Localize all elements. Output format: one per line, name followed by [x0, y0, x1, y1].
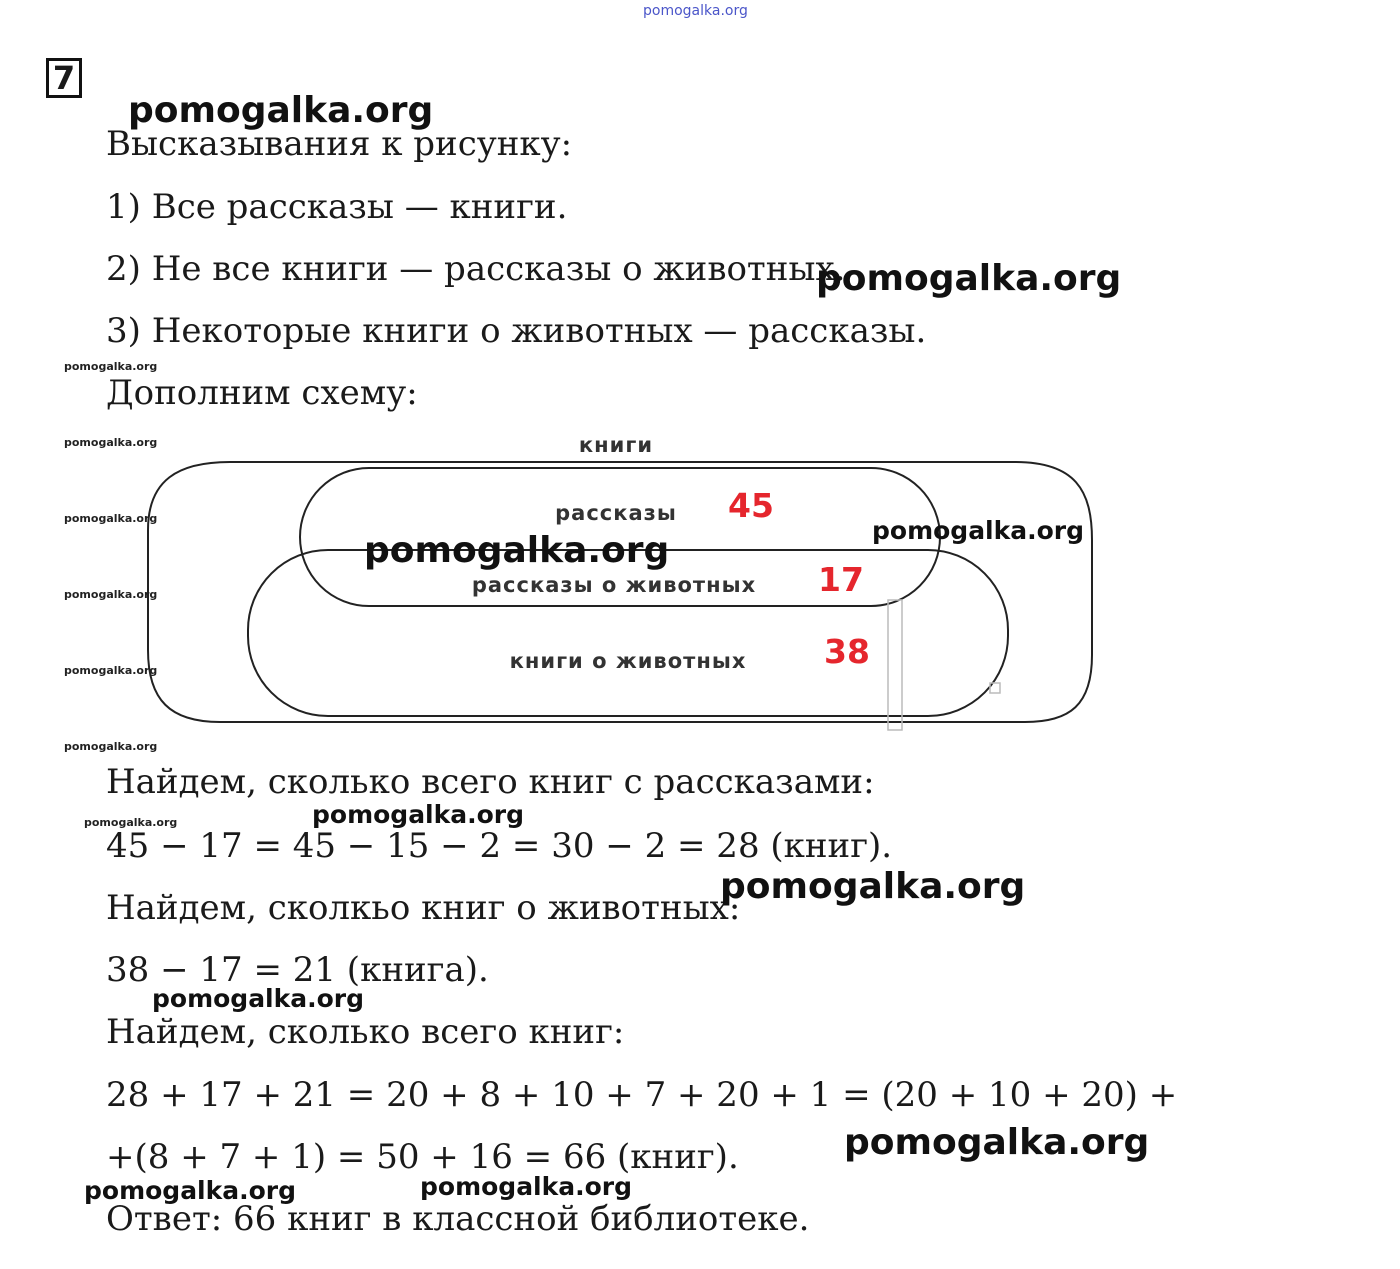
step1-math: 45 − 17 = 45 − 15 − 2 = 30 − 2 = 28 (книг).: [106, 826, 893, 866]
watermark-small: pomogalka.org: [64, 664, 158, 677]
watermark: pomogalka.org: [84, 1176, 297, 1205]
watermark: pomogalka.org: [312, 800, 525, 829]
step2-text: Найдем, сколкьо книг о животных:: [106, 888, 741, 928]
statements-heading: Высказывания к рисунку:: [106, 124, 573, 164]
task-number: 7: [46, 58, 82, 98]
diagram-heading: Дополним схему:: [106, 373, 418, 413]
step2-math: 38 − 17 = 21 (книга).: [106, 950, 489, 990]
animal-books-label: книги о животных: [509, 649, 747, 673]
watermark: pomogalka.org: [420, 1172, 633, 1201]
statement-2: 2) Не все книги — рассказы о животных.: [106, 249, 846, 289]
books-label: книги: [578, 433, 654, 457]
stories-label: рассказы: [555, 501, 677, 525]
watermark: pomogalka.org: [152, 984, 365, 1013]
animal-books-value: 38: [824, 632, 870, 671]
watermark-small: pomogalka.org: [64, 360, 158, 373]
animal-stories-value: 17: [818, 560, 864, 599]
watermark: pomogalka.org: [844, 1122, 1150, 1163]
step3-math-line2: +(8 + 7 + 1) = 50 + 16 = 66 (книг).: [106, 1137, 739, 1177]
step3-text: Найдем, сколько всего книг:: [106, 1012, 625, 1052]
watermark-small: pomogalka.org: [64, 588, 158, 601]
watermark-small: pomogalka.org: [64, 740, 158, 753]
stories-value: 45: [728, 486, 774, 525]
site-watermark-top: pomogalka.org: [643, 3, 748, 19]
statement-1: 1) Все рассказы — книги.: [106, 187, 568, 227]
watermark: pomogalka.org: [720, 866, 1026, 907]
watermark: pomogalka.org: [364, 530, 670, 571]
watermark-small: pomogalka.org: [64, 436, 158, 449]
watermark: pomogalka.org: [872, 516, 1085, 545]
step3-math-line1: 28 + 17 + 21 = 20 + 8 + 10 + 7 + 20 + 1 = (20 + 10 + 20) +: [106, 1075, 1178, 1115]
animal-stories-label: рассказы о животных: [471, 573, 757, 597]
watermark: pomogalka.org: [128, 90, 434, 131]
watermark: pomogalka.org: [816, 258, 1122, 299]
watermark-small: pomogalka.org: [64, 512, 158, 525]
answer: Ответ: 66 книг в классной библиотеке.: [106, 1199, 810, 1239]
step1-text: Найдем, сколько всего книг с рассказами:: [106, 762, 875, 802]
watermark-small: pomogalka.org: [84, 816, 178, 829]
statement-3: 3) Некоторые книги о животных — рассказы.: [106, 311, 927, 351]
